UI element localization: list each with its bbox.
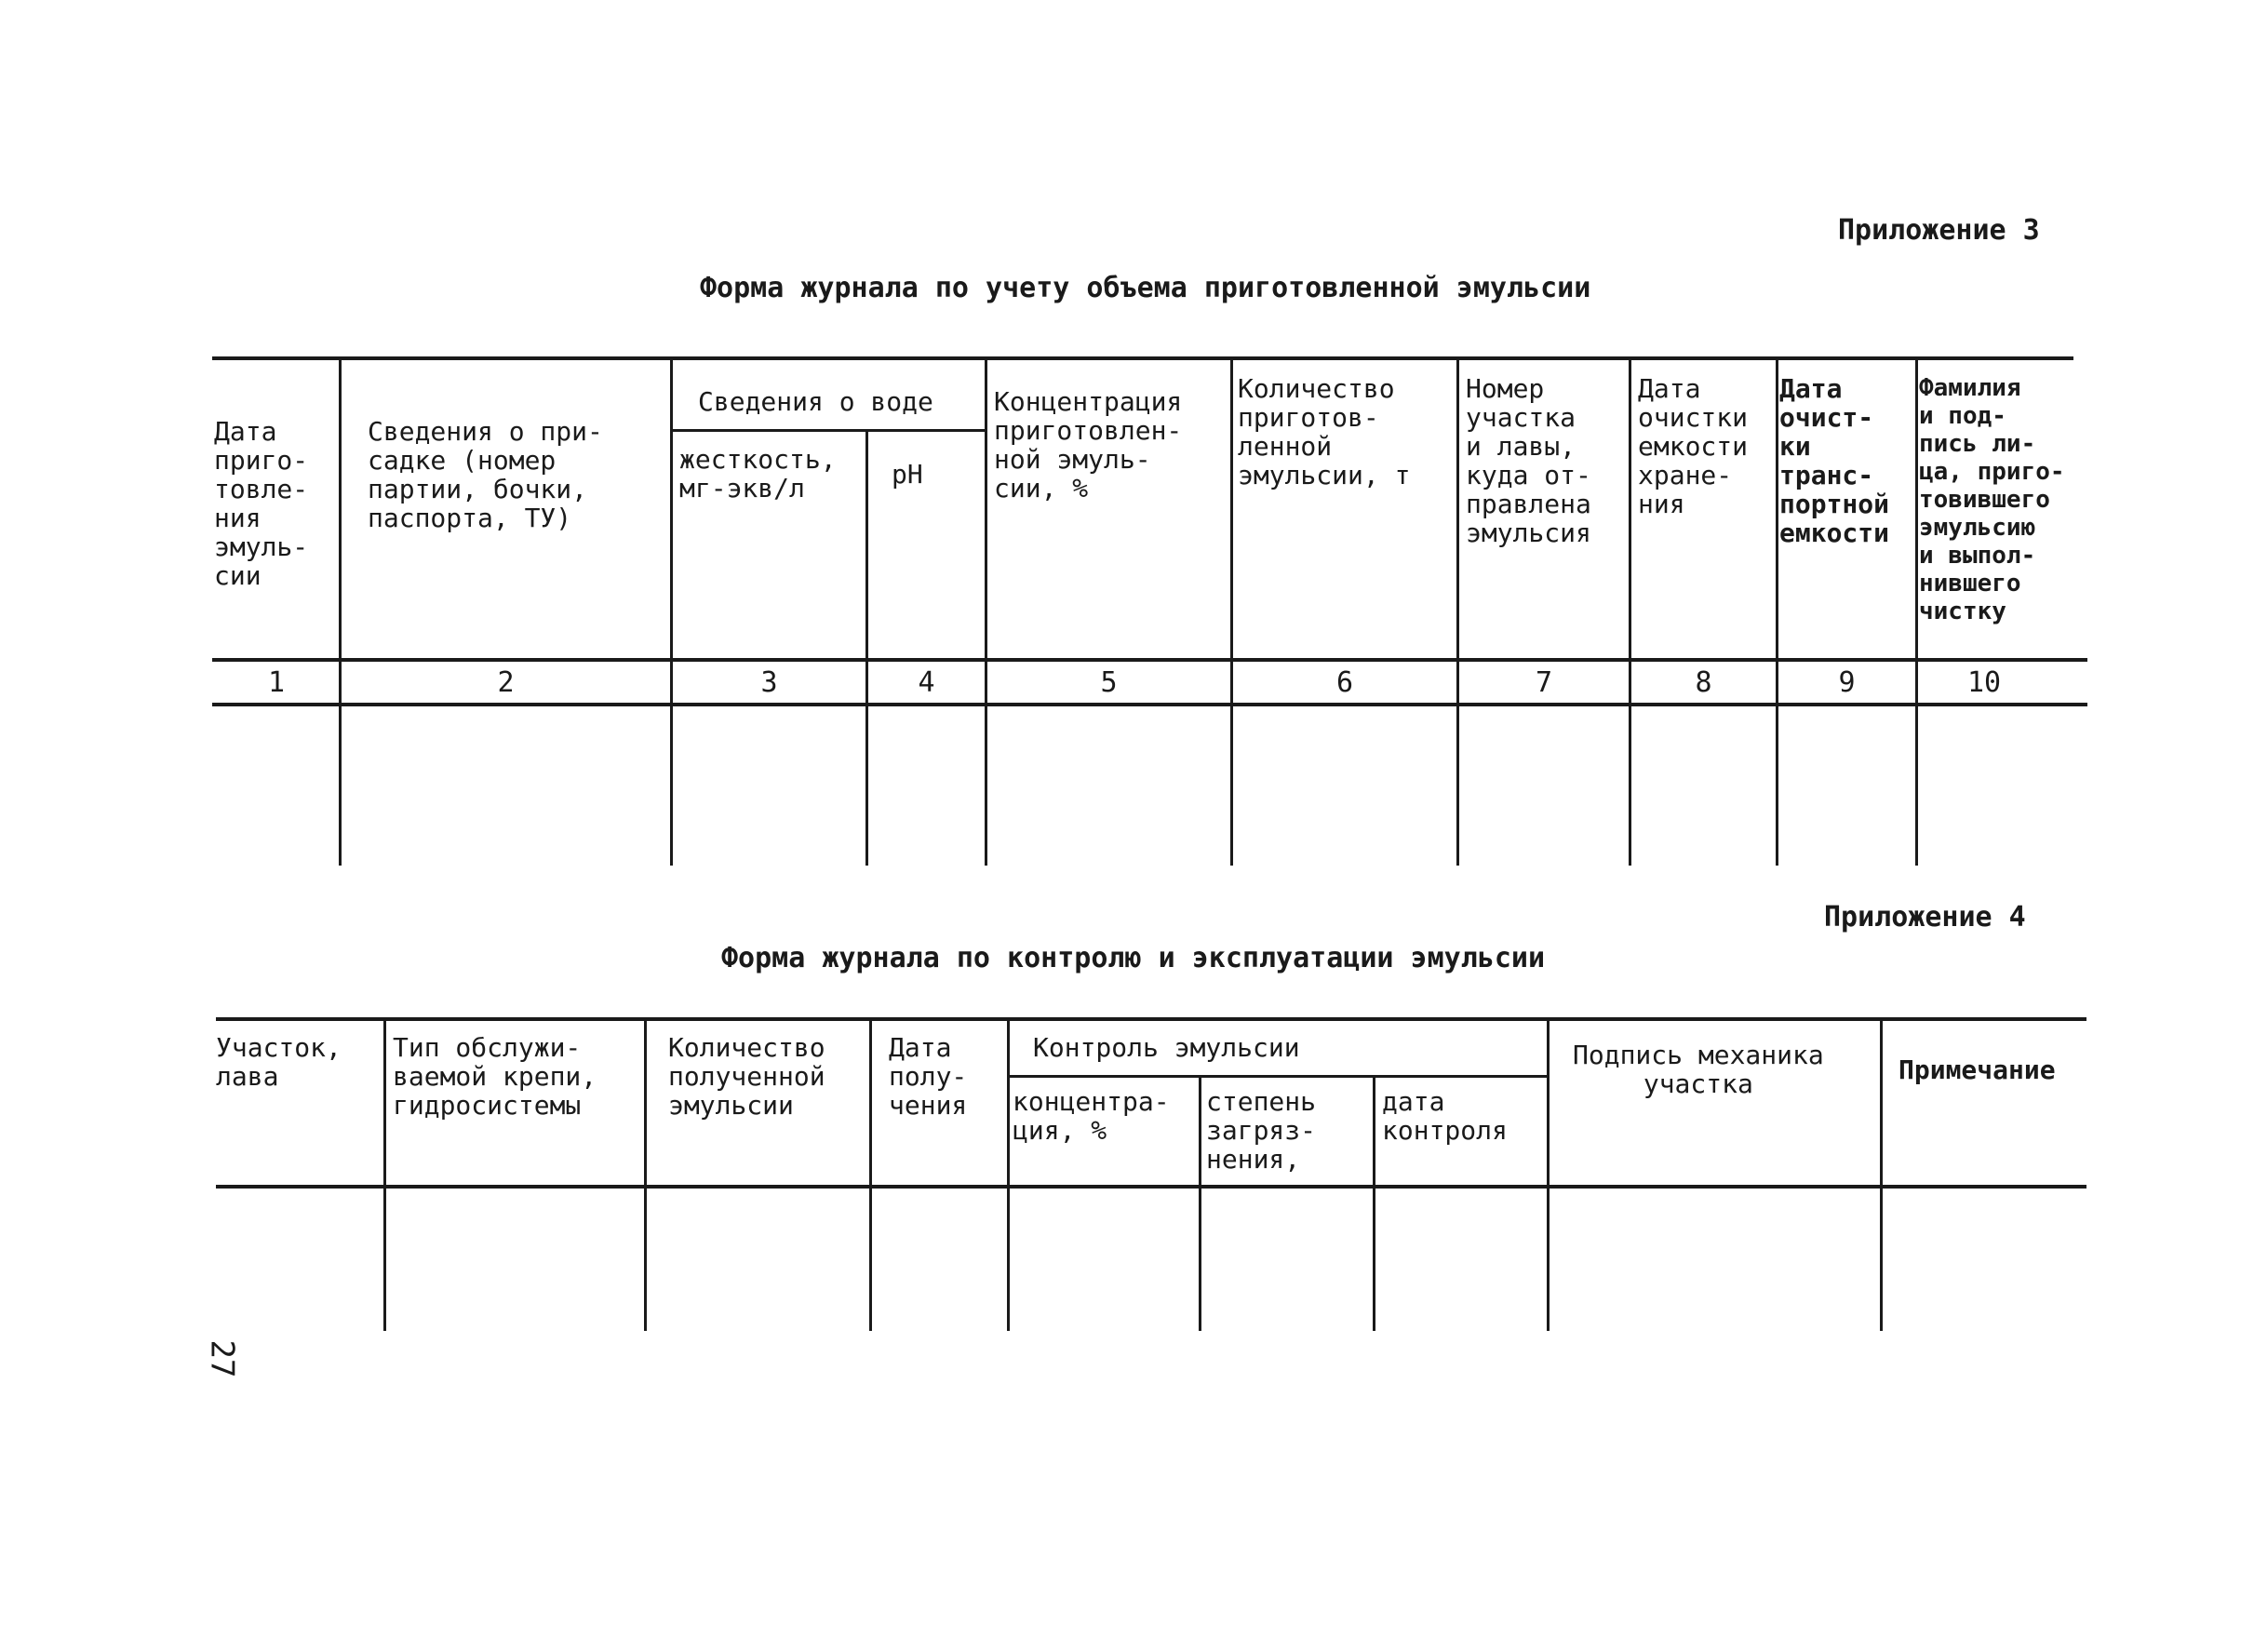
table-1-header-hardness: жесткость, мг-экв/л bbox=[679, 444, 837, 504]
table-2-title: Форма журнала по контролю и эксплуатации эмульсии bbox=[721, 942, 1546, 974]
table-1-col-divider bbox=[1915, 358, 1918, 866]
table-2-col-divider bbox=[644, 1019, 647, 1331]
table-1-col-divider bbox=[1629, 358, 1631, 866]
table-1-col-number: 2 bbox=[497, 666, 515, 699]
table-1-header-transport-cleaning: Дата очист- ки транс- портной емкости bbox=[1779, 373, 1890, 548]
table-1-col-divider bbox=[339, 358, 342, 866]
table-1-col-divider bbox=[985, 358, 987, 866]
table-1-col-divider bbox=[1776, 358, 1778, 866]
table-2-col-divider bbox=[383, 1019, 386, 1331]
table-1-water-subrule bbox=[672, 429, 986, 432]
table-1-col-number: 5 bbox=[1100, 666, 1118, 699]
table-1-col-number: 1 bbox=[267, 666, 286, 699]
table-2-header-date-received: Дата полу- чения bbox=[889, 1032, 968, 1121]
table-1-col-number: 6 bbox=[1335, 666, 1354, 699]
table-2-header-control-group: Контроль эмульсии bbox=[1033, 1032, 1300, 1063]
table-1-header-water-group: Сведения о воде bbox=[698, 386, 933, 417]
table-1-header-signature: Фамилия и под- пись ли- ца, приго- товившего эмульсию и выпол- нившего чистку bbox=[1919, 374, 2065, 625]
appendix-4-label: Приложение 4 bbox=[1824, 901, 2026, 933]
table-2-header-bottom-rule bbox=[216, 1185, 2086, 1189]
table-2-col-divider bbox=[1373, 1077, 1375, 1331]
table-2-header-note: Примечание bbox=[1898, 1054, 2056, 1085]
table-1-title: Форма журнала по учету объема приготовленной эмульсии bbox=[700, 272, 1591, 304]
table-1-col-divider bbox=[1230, 358, 1233, 866]
table-2-col-divider bbox=[1547, 1019, 1550, 1331]
table-1-header-date: Дата приго- товле- ния эмуль- сии bbox=[214, 416, 309, 591]
table-2-col-divider bbox=[869, 1019, 872, 1331]
table-1-col-number: 10 bbox=[1966, 666, 2002, 699]
table-2-col-divider bbox=[1880, 1019, 1883, 1331]
table-1-col-number: 9 bbox=[1838, 666, 1856, 699]
table-1-col-divider bbox=[670, 358, 673, 866]
table-2-header-contamination: степень загряз- нения, bbox=[1206, 1086, 1317, 1175]
table-1-col-number: 4 bbox=[918, 666, 935, 699]
table-1-header-concentration: Концентрация приготовлен- ной эмуль- сии, % bbox=[994, 386, 1183, 504]
table-2-control-subrule bbox=[1010, 1075, 1548, 1078]
table-1-header-quantity: Количество приготов- ленной эмульсии, т bbox=[1238, 373, 1411, 490]
table-2-header-section: Участок, лава bbox=[216, 1032, 342, 1092]
page-number: 27 bbox=[203, 1339, 241, 1378]
table-1-col-number: 8 bbox=[1695, 666, 1712, 699]
table-1-col-divider bbox=[865, 430, 868, 866]
table-1-top-rule bbox=[212, 356, 2073, 360]
appendix-3-label: Приложение 3 bbox=[1838, 214, 2040, 247]
table-2-top-rule bbox=[216, 1017, 2086, 1021]
table-2-col-divider bbox=[1007, 1019, 1010, 1331]
table-2-header-quantity: Количество полученной эмульсии bbox=[668, 1032, 825, 1121]
table-1-header-ph: pH bbox=[892, 459, 923, 490]
table-2-header-concentration: концентра- ция, % bbox=[1013, 1086, 1170, 1146]
table-1-header-storage-cleaning: Дата очистки емкости хране- ния bbox=[1638, 373, 1749, 519]
table-1-header-additive: Сведения о при- садке (номер партии, бочки, паспорта, ТУ) bbox=[368, 416, 603, 533]
table-1-numbers-bottom-rule bbox=[212, 703, 2087, 706]
table-2-header-support-type: Тип обслужи- ваемой крепи, гидросистемы bbox=[393, 1032, 597, 1121]
table-1-header-section: Номер участка и лавы, куда от- правлена эмульсия bbox=[1466, 373, 1591, 548]
table-2-header-control-date: дата контроля bbox=[1382, 1086, 1508, 1146]
table-1-header-bottom-rule bbox=[212, 658, 2087, 662]
table-1-col-divider bbox=[1456, 358, 1459, 866]
table-2-col-divider bbox=[1199, 1077, 1201, 1331]
table-1-col-number: 3 bbox=[760, 666, 778, 699]
table-1-col-number: 7 bbox=[1535, 666, 1553, 699]
table-2-header-mechanic-signature: Подпись механика участка bbox=[1573, 1040, 1824, 1099]
